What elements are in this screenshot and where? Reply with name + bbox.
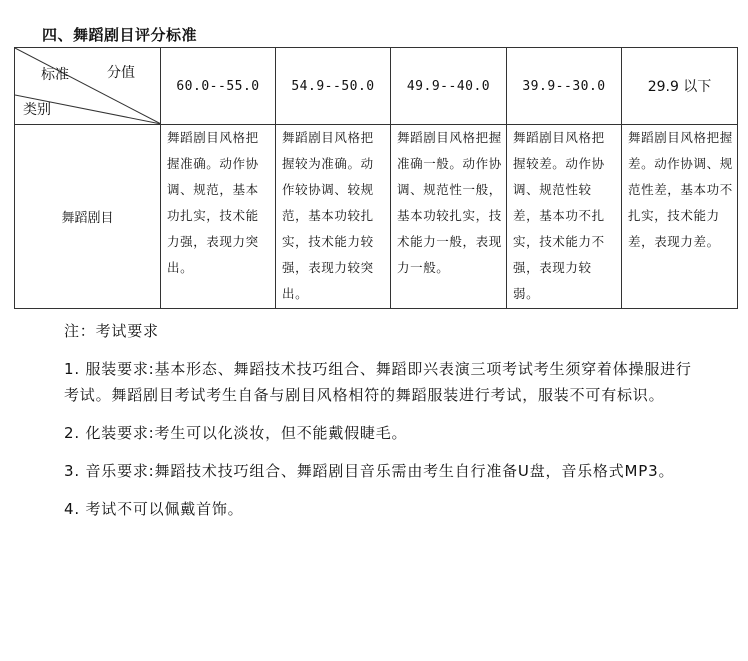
- table-header-row: [15, 48, 738, 125]
- category-cell: 舞蹈剧目: [15, 125, 161, 309]
- description-cell: 舞蹈剧目风格把握准确一般。动作协调、规范性一般，基本功较扎实，技术能力一般，表现力一般。: [391, 125, 507, 309]
- header-standard-label: 标准: [41, 67, 69, 83]
- diagonal-header-cell: [15, 48, 161, 125]
- description-cell: 舞蹈剧目风格把握差。动作协调、规范性差，基本功不扎实，技术能力差，表现力差。: [622, 125, 738, 309]
- score-range-header: 49.9--40.0: [391, 48, 507, 125]
- description-cell: 舞蹈剧目风格把握准确。动作协调、规范，基本功扎实，技术能力强，表现力突出。: [161, 125, 276, 309]
- note-item: 1. 服装要求:基本形态、舞蹈技术技巧组合、舞蹈即兴表演三项考试考生须穿着体操服进行考试。舞蹈剧目考试考生自备与剧目风格相符的舞蹈服装进行考试，服装不可有标识。: [64, 360, 692, 404]
- exam-notes: [64, 318, 704, 534]
- description-cell: 舞蹈剧目风格把握较为准确。动作较协调、较规范，基本功较扎实，技术能力较强，表现力较突出。: [276, 125, 391, 309]
- header-score-label: 分值: [107, 65, 135, 81]
- scoring-criteria-table: [14, 47, 738, 309]
- section-title: 四、舞蹈剧目评分标准: [42, 26, 198, 44]
- score-range-header: 29.9 以下: [622, 48, 738, 125]
- score-range-header: 39.9--30.0: [507, 48, 622, 125]
- note-item: 4. 考试不可以佩戴首饰。: [64, 500, 244, 518]
- score-range-header: 54.9--50.0: [276, 48, 391, 125]
- note-item: 2. 化装要求:考生可以化淡妆，但不能戴假睫毛。: [64, 424, 408, 442]
- table-row: [15, 125, 738, 309]
- score-range-header: 60.0--55.0: [161, 48, 276, 125]
- description-cell: 舞蹈剧目风格把握较差。动作协调、规范性较差，基本功不扎实，技术能力不强，表现力较弱。: [507, 125, 622, 309]
- header-category-label: 类别: [23, 102, 51, 118]
- note-item: 3. 音乐要求:舞蹈技术技巧组合、舞蹈剧目音乐需由考生自行准备U盘，音乐格式MP3。: [64, 462, 675, 480]
- notes-title: 注：考试要求: [64, 322, 159, 340]
